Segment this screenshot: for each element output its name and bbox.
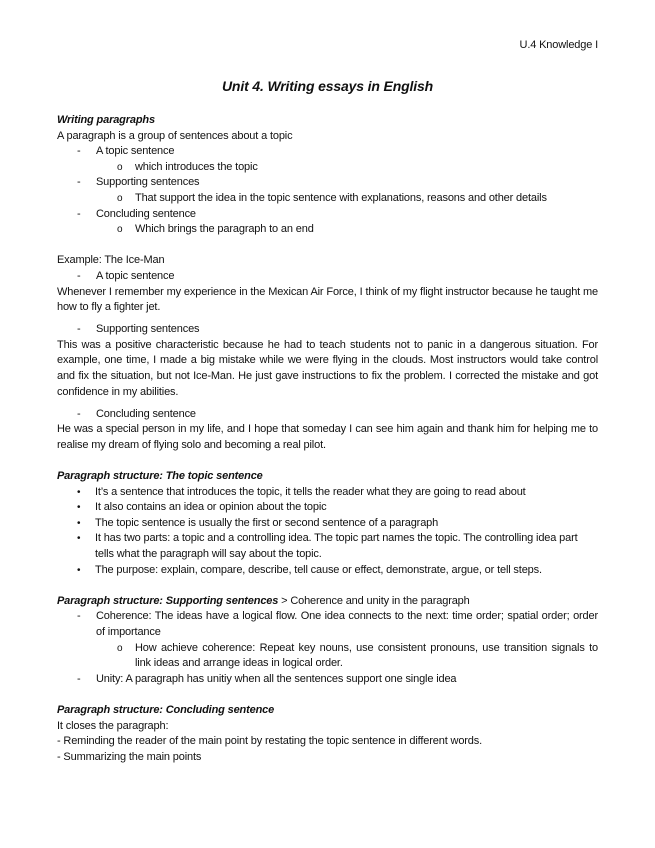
bullet-text: It has two parts: a topic and a controlling idea. The topic part names the topic. The controlling idea part tells what the paragraph will say about the topic. <box>95 532 578 561</box>
page-title: Unit 4. Writing essays in English <box>221 78 434 94</box>
paragraph-definition: A paragraph is a group of sentences about a topic <box>57 129 293 142</box>
sub-list-item-text: That support the idea in the topic sentence with explanations, reasons and other details <box>135 191 547 204</box>
bullet-item <box>57 516 598 532</box>
concluding-line: - Reminding the reader of the main point by restating the topic sentence in different words. <box>57 735 483 748</box>
circle-bullet-icon: o <box>117 224 123 236</box>
sub-list-item-text: Which brings the paragraph to an end <box>135 223 314 236</box>
circle-bullet-icon: o <box>117 642 123 654</box>
section-heading-suffix: > Coherence and unity in the paragraph <box>278 594 470 607</box>
list-item-label: A topic sentence <box>96 145 175 158</box>
page-header: U.4 Knowledge I <box>519 39 598 51</box>
circle-bullet-icon: o <box>117 192 123 204</box>
coherence-sub-text: How achieve coherence: Repeat key nouns, use consistent pronouns, use transition signals to link ideas and arrange ideas in logical order. <box>135 641 598 670</box>
bullet-icon: • <box>77 564 81 576</box>
dash-marker: - <box>77 207 81 220</box>
list-item <box>57 207 598 223</box>
dash-marker: - <box>77 269 81 282</box>
dash-marker: - <box>77 610 81 623</box>
dash-marker: - <box>77 145 81 158</box>
unity-text: Unity: A paragraph has unitiy when all the sentences support one single idea <box>96 672 457 685</box>
bullet-icon: • <box>77 502 81 514</box>
coherence-item <box>57 609 598 640</box>
section-heading-concluding: Paragraph structure: Concluding sentence <box>57 703 275 716</box>
dash-marker: - <box>77 407 81 420</box>
unity-item <box>57 672 598 688</box>
bullet-item <box>57 563 598 579</box>
section-heading-writing-paragraphs: Writing paragraphs <box>57 114 155 126</box>
example-topic-text: Whenever I remember my experience in the Mexican Air Force, I think of my flight instructor because he taught me how to fly a fighter jet. <box>57 285 598 314</box>
example-supporting-text: This was a positive characteristic because he had to teach students not to panic in a dangerous situation. For example, one time, I made a big mistake while we were flying in the clouds. Most instructors would take control and fix the situation, but not Ice-Man. He just gave instructions to fix the problem. I corrected the mistake and got confidence in my abilities. <box>57 338 598 398</box>
dash-marker: - <box>77 176 81 189</box>
sub-list-item <box>57 191 598 207</box>
example-label-text: Concluding sentence <box>96 407 196 420</box>
example-label-topic <box>57 269 598 285</box>
list-item <box>57 144 598 160</box>
concluding-line: - Summarizing the main points <box>57 750 202 763</box>
example-label-text: A topic sentence <box>96 269 175 282</box>
bullet-icon: • <box>77 533 81 545</box>
sub-list-item <box>57 222 598 238</box>
section-heading-topic-sentence: Paragraph structure: The topic sentence <box>57 470 263 483</box>
bullet-item <box>57 485 598 501</box>
sub-list-item-text: which introduces the topic <box>135 160 258 173</box>
example-label-supporting <box>57 322 598 338</box>
list-item-label: Concluding sentence <box>96 207 196 220</box>
sub-list-item <box>57 160 598 176</box>
bullet-text: The purpose: explain, compare, describe, tell cause or effect, demonstrate, argue, or tell steps. <box>95 563 542 576</box>
bullet-icon: • <box>77 517 81 529</box>
list-item-label: Supporting sentences <box>96 176 200 189</box>
dash-marker: - <box>77 323 81 336</box>
bullet-text: It also contains an idea or opinion about the topic <box>95 501 327 514</box>
bullet-text: The topic sentence is usually the first or second sentence of a paragraph <box>95 516 439 529</box>
list-item <box>57 175 598 191</box>
dash-marker: - <box>77 672 81 685</box>
bullet-item <box>57 500 598 516</box>
example-title: Example: The Ice-Man <box>57 254 165 267</box>
coherence-sub-item <box>57 641 598 672</box>
example-label-concluding <box>57 407 598 423</box>
section-heading-supporting <box>57 594 598 610</box>
document-body <box>57 113 598 765</box>
circle-bullet-icon: o <box>117 161 123 173</box>
concluding-line: It closes the paragraph: <box>57 719 169 732</box>
example-label-text: Supporting sentences <box>96 323 200 336</box>
example-concluding-text: He was a special person in my life, and I hope that someday I can see him again and thank him for helping me to realise my dream of flying solo and becoming a real pilot. <box>57 423 598 451</box>
coherence-text: Coherence: The ideas have a logical flow. One idea connects to the next: time order; spatial order; order of importance <box>96 610 598 638</box>
bullet-icon: • <box>77 486 81 498</box>
bullet-text: It’s a sentence that introduces the topic, it tells the reader what they are going to read about <box>95 485 526 498</box>
section-heading-text: Paragraph structure: Supporting sentences <box>57 594 279 607</box>
bullet-item <box>57 531 598 562</box>
